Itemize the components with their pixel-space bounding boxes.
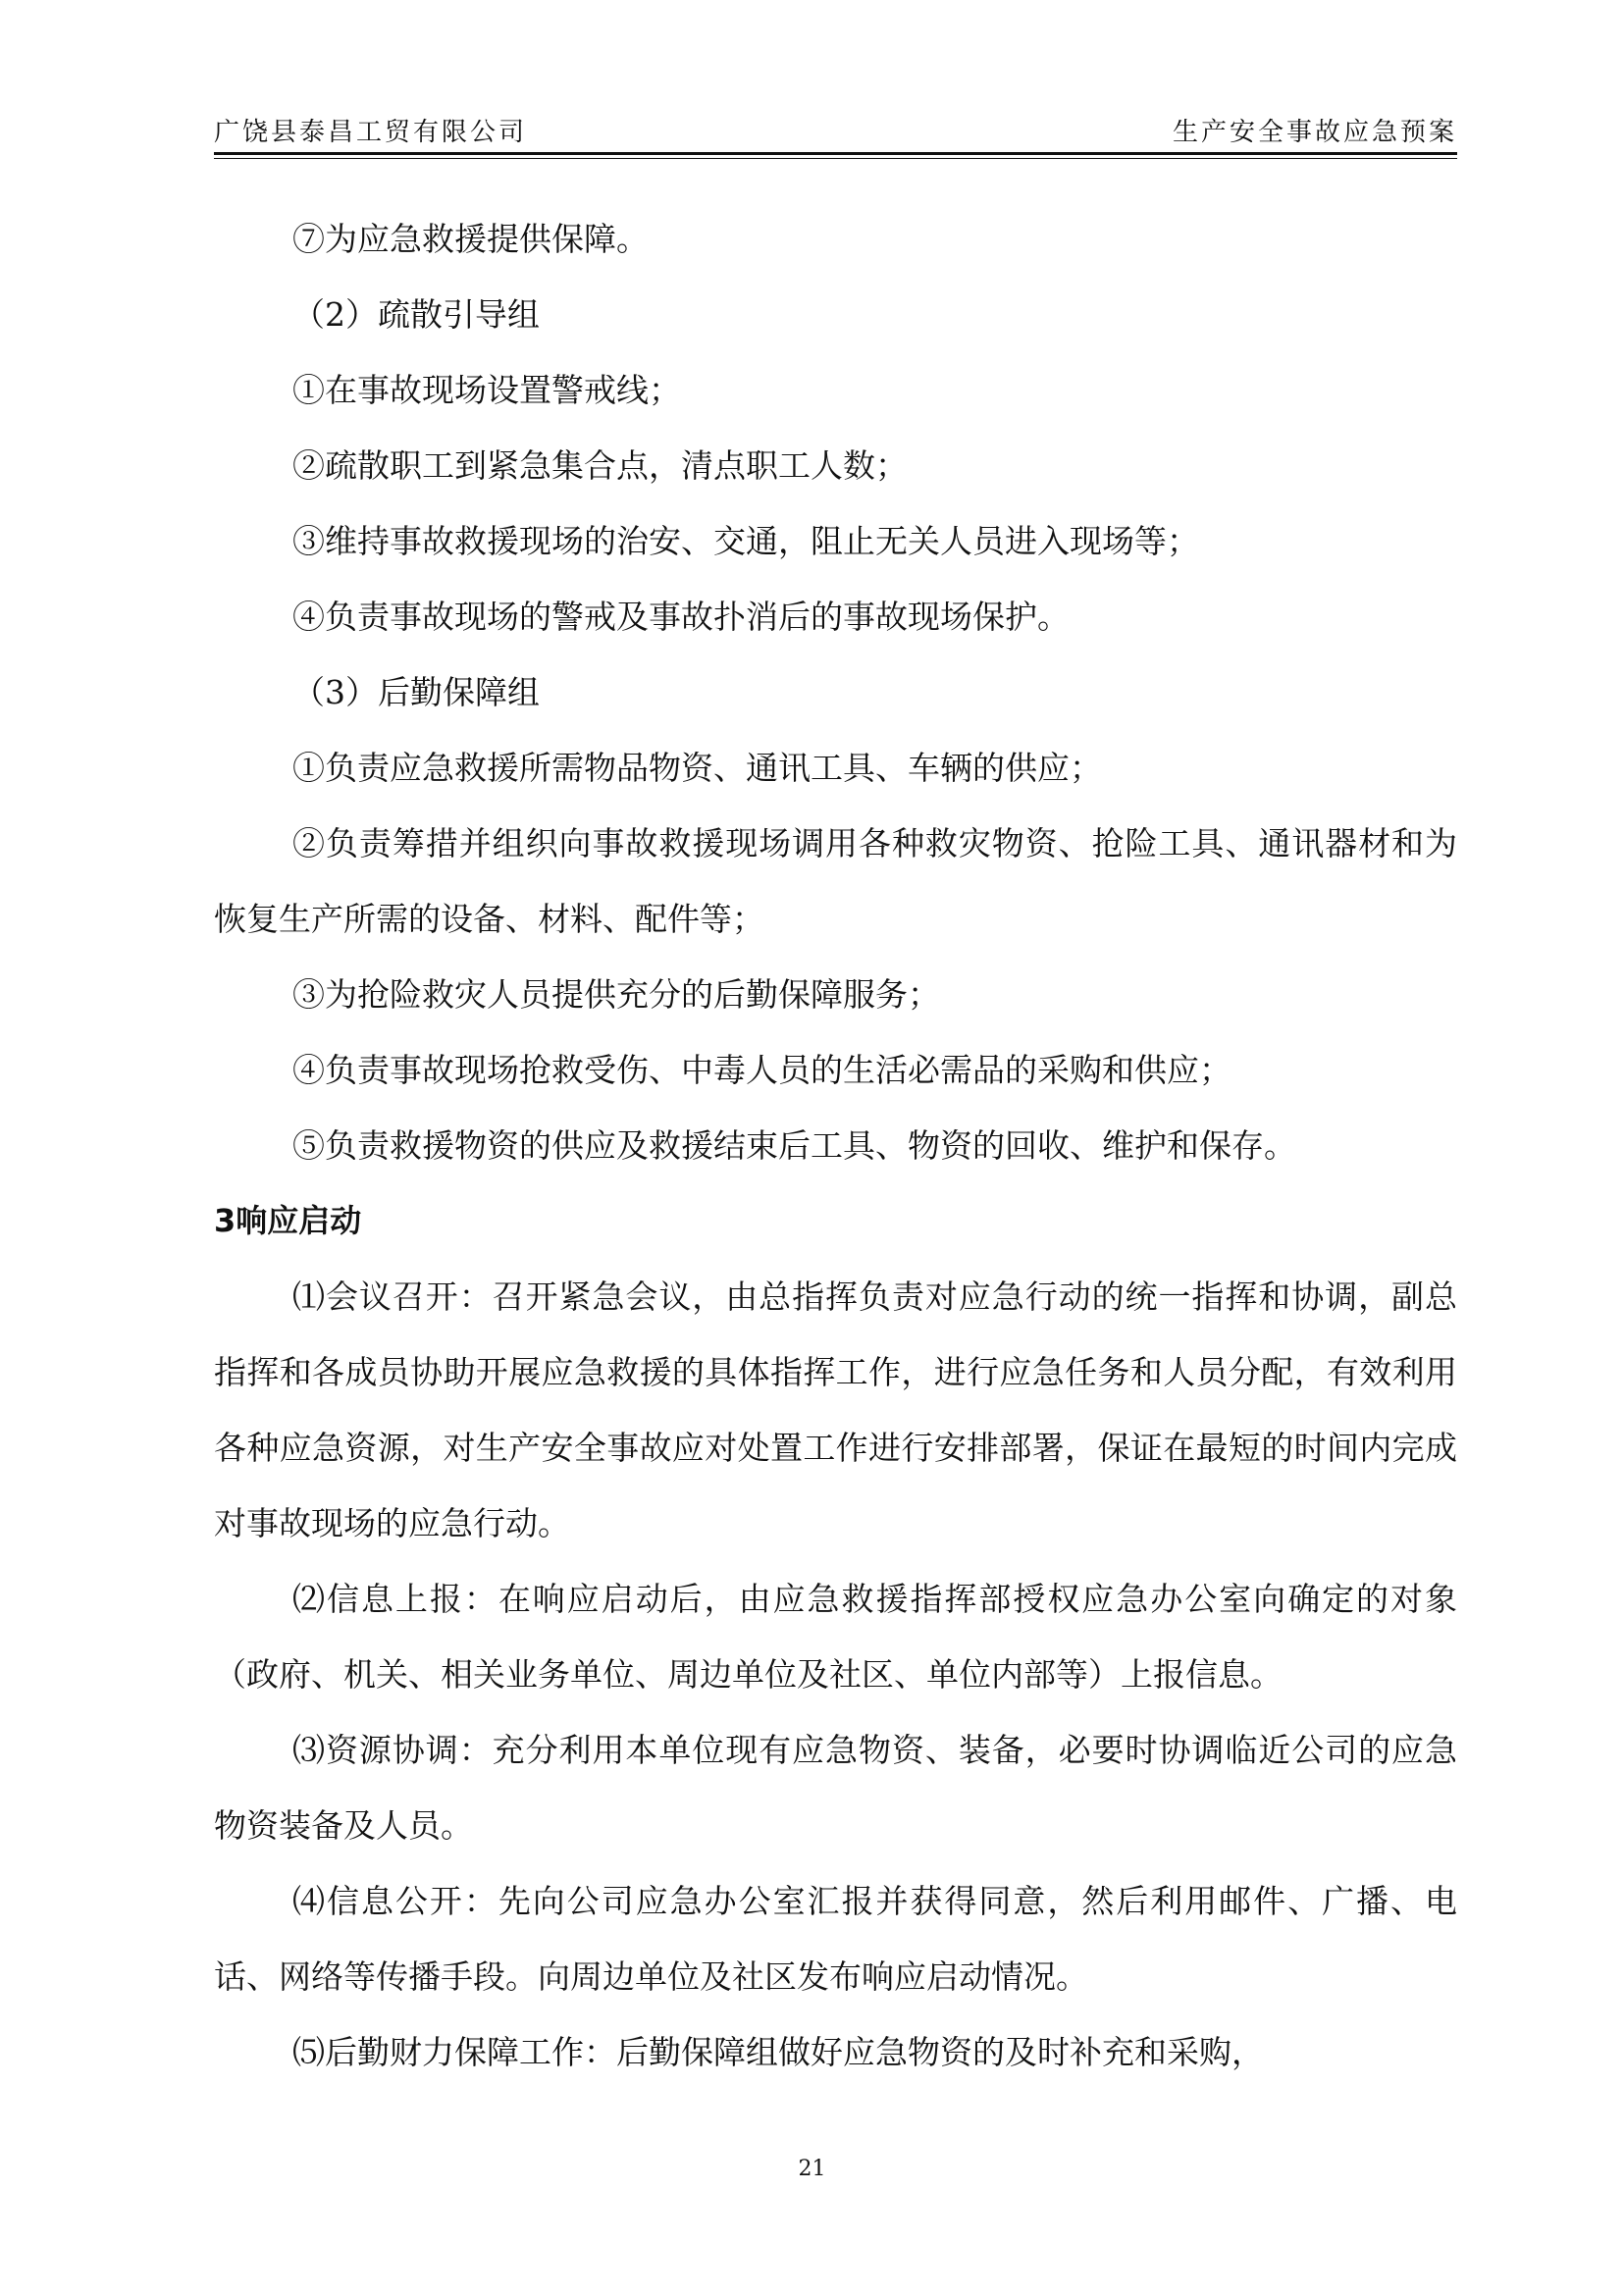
header-doc-title: 生产安全事故应急预案 [1172,118,1457,147]
response-item: ⑴会议召开：召开紧急会议，由总指挥负责对应急行动的统一指挥和协调，副总指挥和各成员协助开展应急救援的具体指挥工作，进行应急任务和人员分配，有效利用各种应急资源，对生产安全事故应对处置工作进行安排部署，保证在最短的时间内完成对事故现场的应急行动。 [214,1278,1457,1542]
section-heading: 3响应启动 [214,1202,362,1239]
paragraph: ②疏散职工到紧急集合点，清点职工人数； [292,446,908,485]
header-rule-thin [214,158,1457,159]
header-rule-thick [214,152,1457,155]
response-item: ⑸后勤财力保障工作：后勤保障组做好应急物资的及时补充和采购， [292,2033,1264,2071]
paragraph: ③维持事故救援现场的治安、交通，阻止无关人员进入现场等； [292,522,1199,560]
response-item: ⑷信息公开：先向公司应急办公室汇报并获得同意，然后利用邮件、广播、电话、网络等传播手段。向周边单位及社区发布响应启动情况。 [214,1882,1457,1996]
paragraph: ⑦为应急救援提供保障。 [292,220,649,258]
subsection-title: （2）疏散引导组 [292,295,540,334]
paragraph: ②负责筹措并组织向事故救援现场调用各种救灾物资、抢险工具、通讯器材和为恢复生产所需的设备、材料、配件等； [214,824,1457,938]
response-item: ⑶资源协调：充分利用本单位现有应急物资、装备，必要时协调临近公司的应急物资装备及人员。 [214,1731,1457,1845]
paragraph: ③为抢险救灾人员提供充分的后勤保障服务； [292,975,940,1014]
paragraph: ①在事故现场设置警戒线； [292,371,681,409]
header-company: 广饶县泰昌工贸有限公司 [214,118,528,147]
page-number: 21 [798,2157,826,2181]
page-header [214,106,1457,149]
paragraph: ⑤负责救援物资的供应及救援结束后工具、物资的回收、维护和保存。 [292,1126,1296,1165]
document-body [214,201,1457,2090]
paragraph: ④负责事故现场的警戒及事故扑消后的事故现场保护。 [292,598,1070,636]
paragraph: ④负责事故现场抢救受伤、中毒人员的生活必需品的采购和供应； [292,1051,1231,1089]
response-item: ⑵信息上报：在响应启动后，由应急救援指挥部授权应急办公室向确定的对象（政府、机关、相关业务单位、周边单位及社区、单位内部等）上报信息。 [214,1580,1457,1694]
paragraph: ①负责应急救援所需物品物资、通讯工具、车辆的供应； [292,749,1102,787]
subsection-title: （3）后勤保障组 [292,673,540,711]
